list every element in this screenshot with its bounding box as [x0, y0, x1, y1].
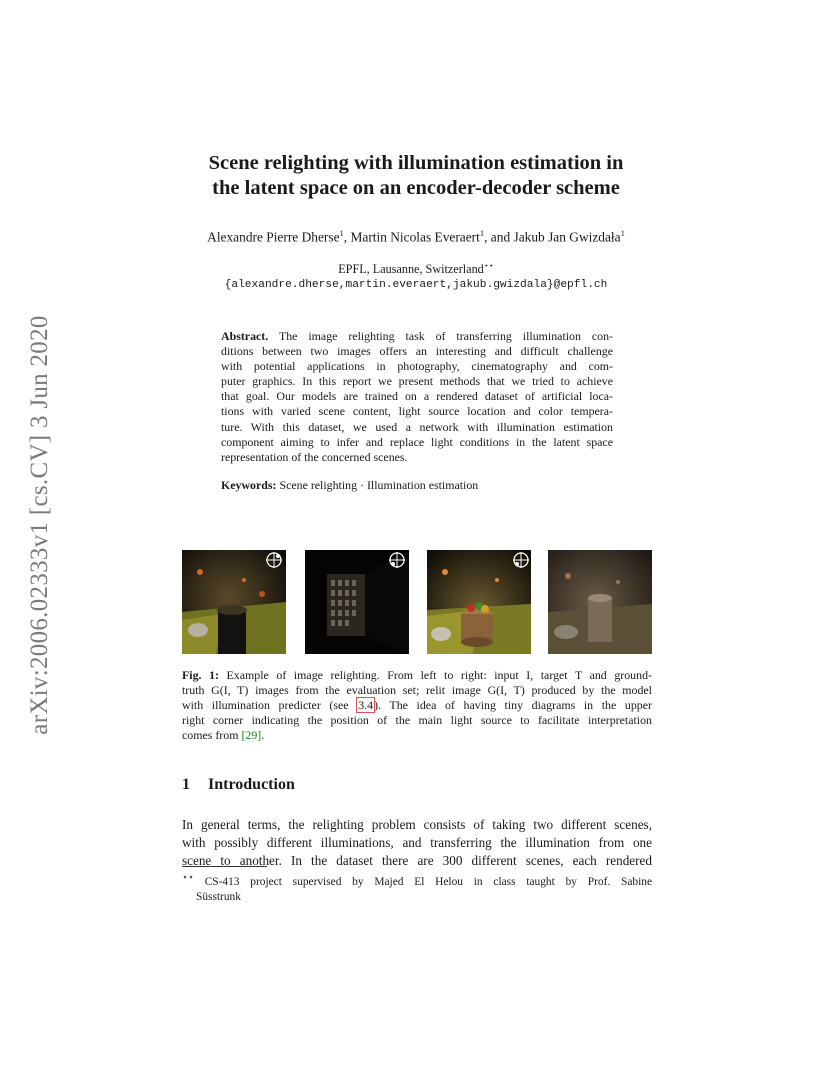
body-line: with possibly different illuminations, and transferring the illumination from one — [182, 835, 652, 850]
abstract-line: with potential applications in photography, cinematography and com- — [221, 359, 613, 374]
footnote-line: Süsstrunk — [196, 890, 241, 903]
target-image — [305, 550, 409, 654]
abstract-line: representation of the concerned scenes. — [221, 449, 408, 464]
relit-image — [548, 550, 652, 654]
section-number: 1 — [182, 776, 190, 793]
body-line: scene to another. In the dataset there are 300 different scenes, each rendered — [182, 853, 652, 868]
footnote — [182, 871, 652, 905]
input-image — [182, 550, 286, 654]
arxiv-identifier-stamp — [18, 295, 62, 755]
abstract-line: ditions between two images offers an interesting and difficult challenge — [221, 344, 613, 359]
abstract-line: component aiming to infer and replace light conditions in the latent space — [221, 434, 613, 449]
author-emails[interactable]: {alexandre.dherse,martin.everaert,jakub.gwizdala}@epfl.ch — [224, 279, 608, 292]
paper-title — [140, 151, 692, 201]
caption-label: Fig. 1: — [182, 668, 219, 682]
abstract-line: puter graphics. In this report we present methods that we tried to achieve — [221, 374, 613, 389]
caption-line: truth G(I, T) images from the evaluation set; relit image G(I, T) produced by the model — [182, 683, 652, 698]
title-line-2: the latent space on an encoder-decoder scheme — [212, 177, 620, 199]
affiliation-mark: 1 — [339, 228, 344, 238]
caption-line: right corner indicating the position of the main light source to facilitate interpretation — [182, 713, 652, 728]
title-line-1: Scene relighting with illumination estimation in — [208, 152, 624, 174]
section-reference-link[interactable]: 3.4 — [358, 698, 374, 713]
abstract-line: Abstract. The image relighting task of transferring illumination con- — [221, 329, 613, 343]
affiliation-mark: 1 — [620, 228, 625, 238]
author-3: Jakub Jan Gwizdała — [513, 229, 621, 245]
affiliation-mark: 1 — [479, 228, 485, 238]
footnote-mark: ⋆⋆ — [483, 261, 494, 270]
author-1: Alexandre Pierre Dherse — [207, 229, 340, 245]
figure-1-images — [182, 550, 652, 654]
author-separator: , and — [484, 229, 514, 245]
author-2: Martin Nicolas Everaert — [350, 229, 480, 245]
affiliation-block — [140, 258, 692, 293]
footnote-rule — [182, 866, 267, 867]
keywords-text: Scene relighting · Illumination estimation — [276, 478, 479, 492]
keywords-label: Keywords: — [221, 478, 277, 492]
caption-line: with illumination predicter (see 3.4). The idea of having tiny diagrams in the upper — [182, 698, 652, 713]
citation-link[interactable]: [29] — [241, 728, 262, 743]
abstract-line: tions with varied scene content, light source location and color tempera- — [221, 404, 613, 419]
footnote-line: ⋆⋆ CS-413 project supervised by Majed El Helou in class taught by Prof. Sabine — [182, 873, 652, 888]
arxiv-stamp-text: arXiv:2006.02333v1 [cs.CV] 3 Jun 2020 — [26, 315, 53, 735]
abstract-line: ture. With this dataset, we used a network with illumination estimation — [221, 419, 613, 434]
body-line: In general terms, the relighting problem consists of taking two different scenes, — [182, 817, 652, 832]
section-title: Introduction — [208, 776, 295, 793]
figure-1-caption — [182, 668, 652, 743]
keywords — [221, 478, 478, 493]
footnote-mark: ⋆⋆ — [182, 873, 194, 883]
author-separator: , — [343, 229, 351, 245]
section-heading — [182, 776, 295, 794]
abstract-label: Abstract. — [221, 329, 269, 343]
abstract-line: that goal. Our models are trained on a rendered dataset of artificial loca- — [221, 389, 613, 404]
caption-line: comes from [29]. — [182, 728, 265, 743]
body-paragraph — [182, 816, 652, 870]
abstract — [221, 329, 613, 465]
institution: EPFL, Lausanne, Switzerland — [338, 262, 484, 277]
caption-line: Fig. 1: Example of image relighting. From left to right: input I, target T and ground- — [182, 668, 652, 682]
ground-truth-image — [427, 550, 531, 654]
author-list — [140, 228, 692, 245]
